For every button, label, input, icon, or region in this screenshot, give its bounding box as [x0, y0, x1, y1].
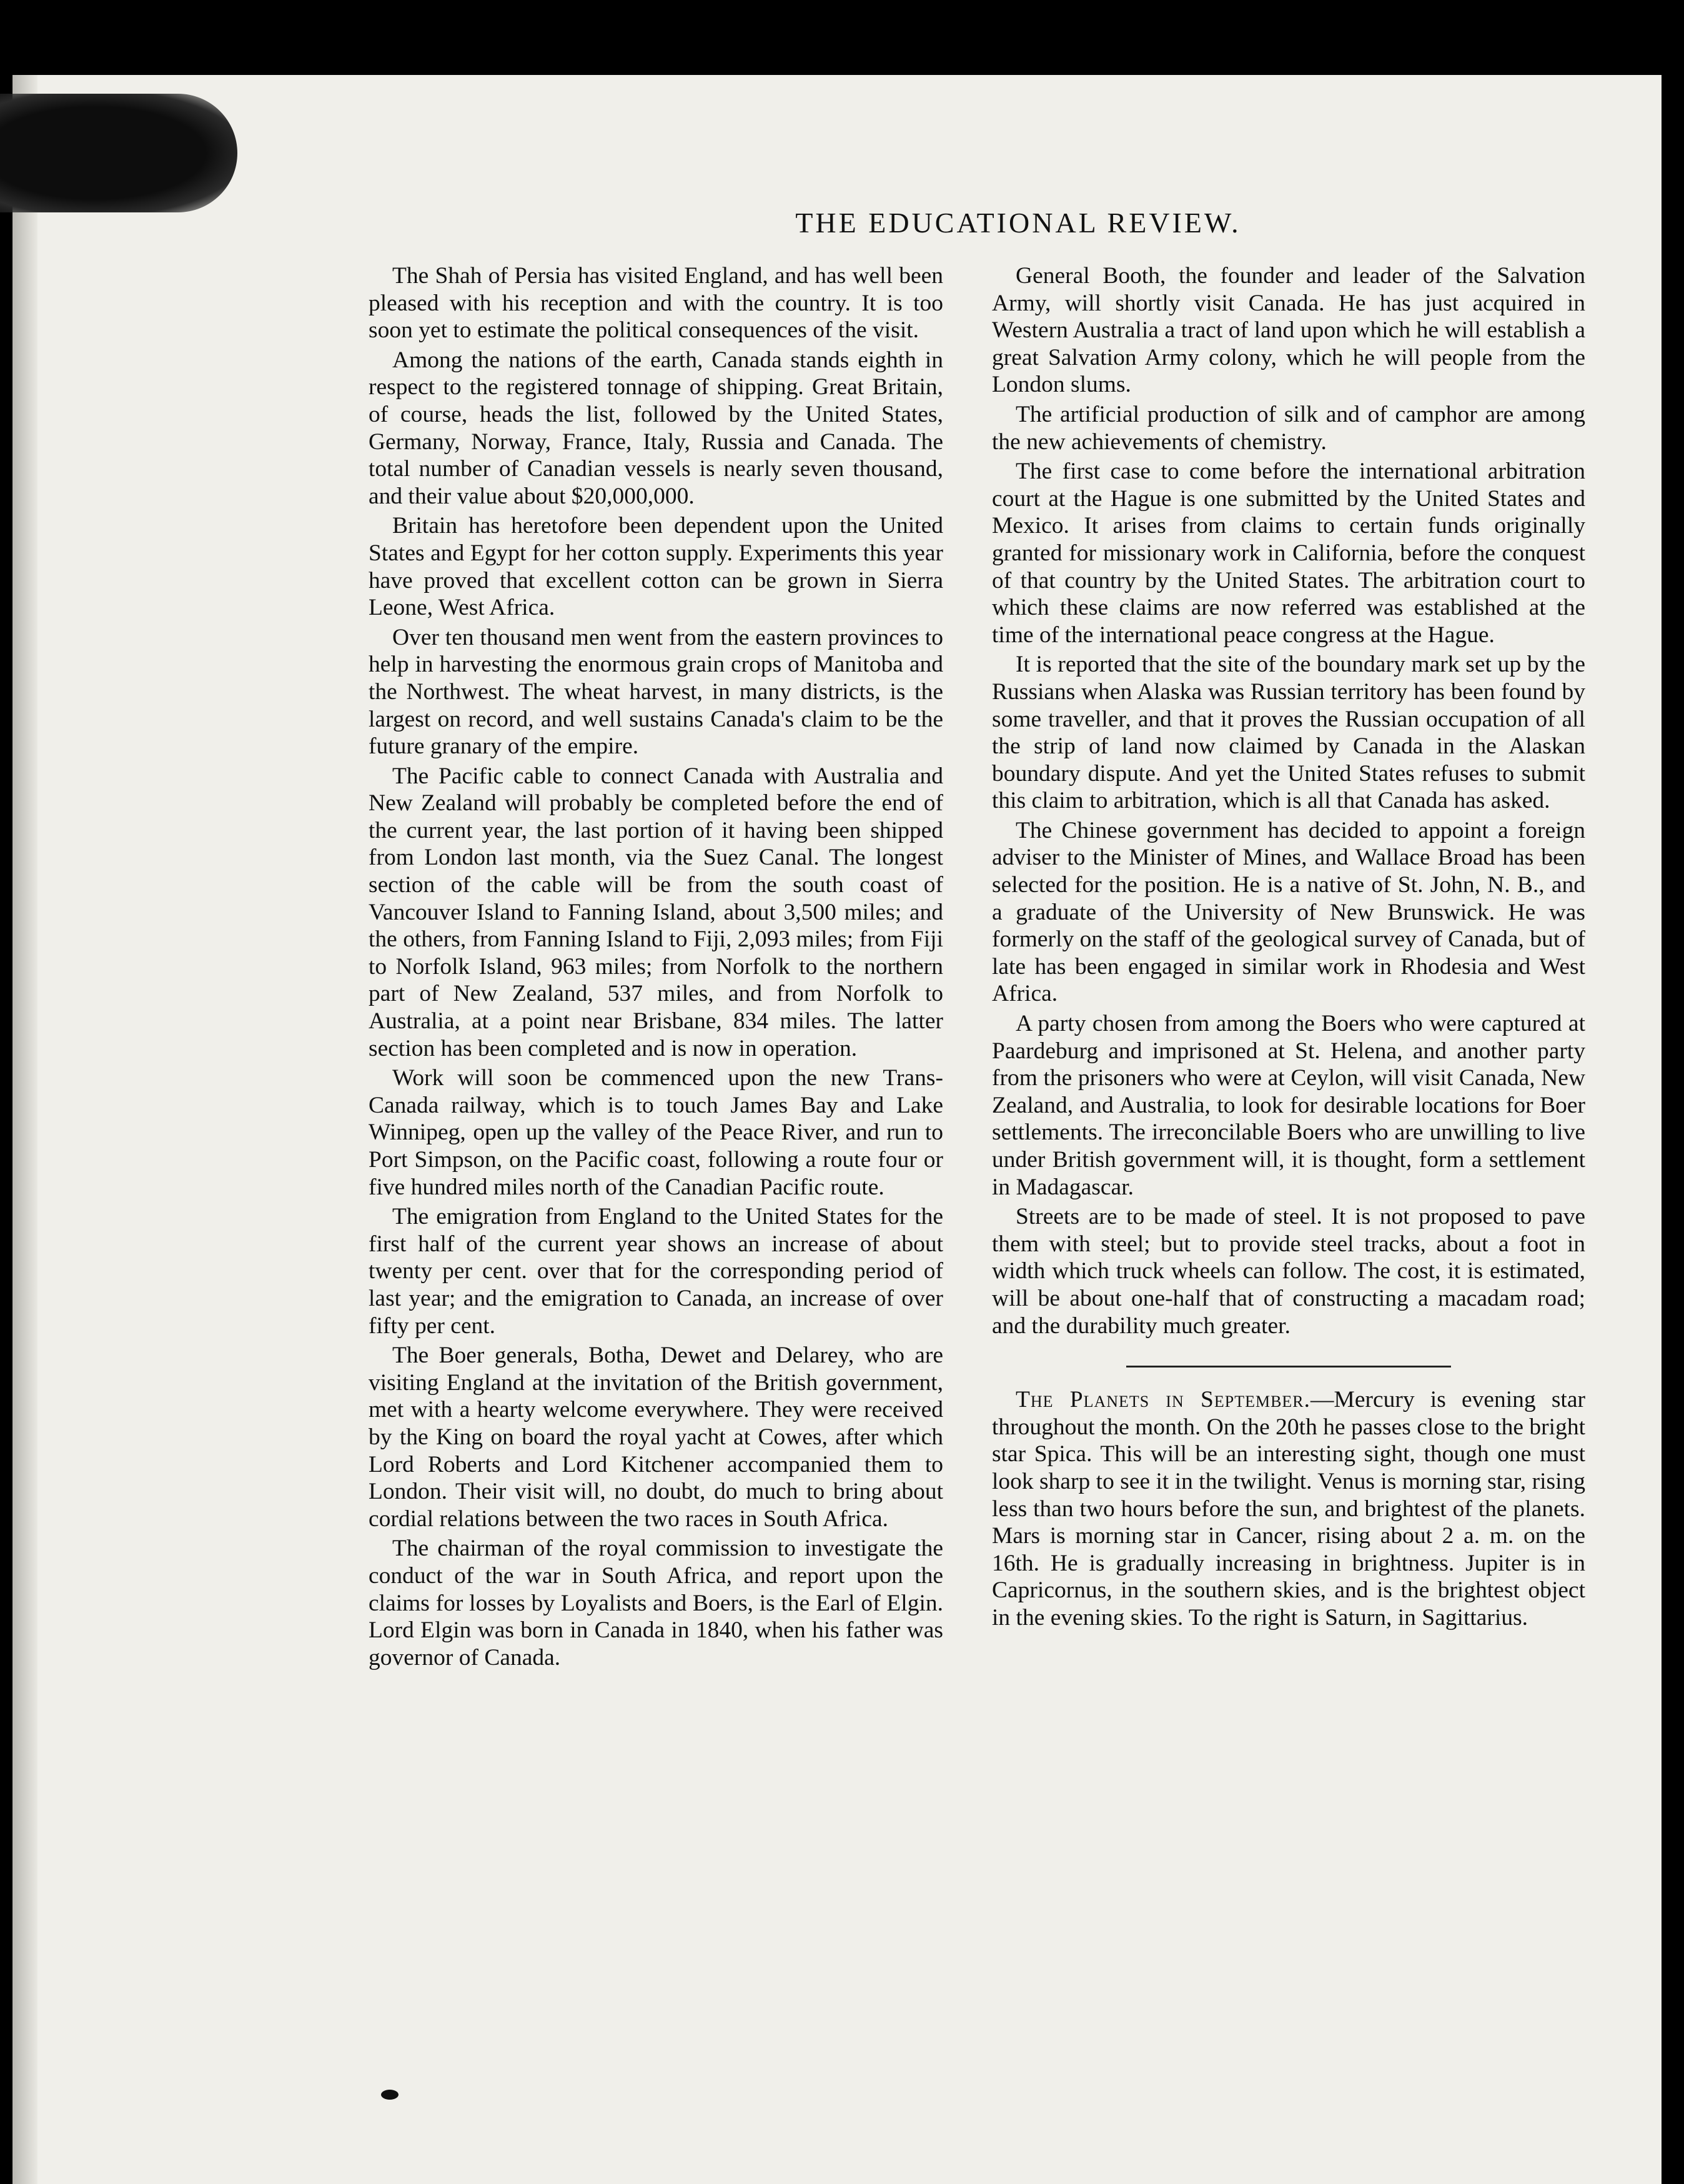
paragraph-silk-camphor: The artificial production of silk and of camphor are among the new achievements of chemistry.: [992, 401, 1585, 455]
binder-clip-shadow: [0, 94, 237, 212]
paragraph-cotton-supply: Britain has heretofore been dependent upon the United States and Egypt for her cotton supply. Experiments this year have proved that excellent cotton can be grown in Sierra Leone, West Africa.: [369, 513, 943, 621]
right-column: [992, 262, 1585, 1634]
ink-blot: [381, 2090, 399, 2100]
paragraph-planets: [992, 1386, 1585, 1631]
planets-heading: The Planets in September.: [1016, 1387, 1311, 1413]
binding-gutter: [12, 75, 37, 2184]
paragraph-pacific-cable: The Pacific cable to connect Canada with Australia and New Zealand will probably be completed before the end of the current year, the last portion of it having been shipped from London last month, via the Suez Canal. The longest section of the cable will be from the south coast of Vancouver Island to Fanning Island, about 3,500 miles; and the others, from Fanning Island to Fiji, 2,093 miles; from Fiji to Norfolk Island, 963 miles; from Norfolk to the northern part of New Zealand, 537 miles, and from Norfolk to Australia, at a point near Brisbane, 834 miles. The latter section has been completed and is now in operation.: [369, 763, 943, 1061]
paragraph-shipping-tonnage: Among the nations of the earth, Canada stands eighth in respect to the registered tonnage of shipping. Great Britain, of course, heads the list, followed by the United States, Germany, Norway, France, Italy, Russia and Canada. The total number of Canadian vessels is nearly seven thousand, and their value about $20,000,000.: [369, 347, 943, 509]
paragraph-shah-of-persia: The Shah of Persia has visited England, and has well been pleased with his reception and with the country. It is too soon yet to estimate the political consequences of the visit.: [369, 263, 943, 344]
paragraph-arbitration-court: The first case to come before the international arbitration court at the Hague is one submitted by the United States and Mexico. It arises from claims to certain funds originally granted for missionary work in California, before the conquest of that country by the United States. The arbitration court to which these claims are now referred was established at the time of the international peace congress at the Hague.: [992, 459, 1585, 648]
scan-shadow-top: [0, 0, 1684, 75]
paragraph-alaska-boundary: It is reported that the site of the boundary mark set up by the Russians when Alaska was Russian territory has been found by some traveller, and that it proves the Russian occupation of all the strip of land now claimed by Canada in the Alaskan boundary dispute. And yet the United States refuses to submit this claim to arbitration, which is all that Canada has asked.: [992, 652, 1585, 814]
paragraph-grain-harvest: Over ten thousand men went from the eastern provinces to help in harvesting the enormous grain crops of Manitoba and the Northwest. The wheat harvest, in many districts, is the largest on record, and well sustains Canada's claim to be the future granary of the empire.: [369, 624, 943, 760]
section-divider: [1126, 1366, 1451, 1367]
left-column: [369, 262, 943, 1674]
paragraph-chinese-government: The Chinese government has decided to appoint a foreign adviser to the Minister of Mines, and Wallace Broad has been selected for the position. He is a native of St. John, N. B., and a graduate of the University of New Brunswick. He was formerly on the staff of the geological survey of Canada, but of late has been engaged in similar work in Rhodesia and West Africa.: [992, 817, 1585, 1007]
paragraph-boer-settlements: A party chosen from among the Boers who were captured at Paardeburg and imprisoned at St. Helena, and another party from the prisoners who were at Ceylon, will visit Canada, New Zealand, and Australia, to look for desirable locations for Boer settlements. The irreconcilable Boers who are unwilling to live under British government will, it is thought, form a settlement in Madagascar.: [992, 1011, 1585, 1200]
paragraph-general-booth: General Booth, the founder and leader of the Salvation Army, will shortly visit Canada. He has just acquired in Western Australia a tract of land upon which he will establish a great Salvation Army colony, which he will people from the London slums.: [992, 263, 1585, 398]
page-header: THE EDUCATIONAL REVIEW.: [795, 207, 1241, 239]
planets-text: —Mercury is evening star throughout the month. On the 20th he passes close to the bright star Spica. This will be an interesting sight, though one must look sharp to see it in the twilight. Venus is morning star, rising less than two hours before the sun, and brightest of the planets. Mars is morning star in Cancer, rising about 2 a. m. on the 16th. He is gradually increasing in brightness. Jupiter is in Capricornus, in the southern skies, and is the brightest object in the evening skies. To the right is Saturn, in Sagittarius.: [992, 1387, 1585, 1631]
paragraph-boer-generals: The Boer generals, Botha, Dewet and Delarey, who are visiting England at the invitation of the British government, met with a hearty welcome everywhere. They were received by the King on board the royal yacht at Cowes, after which Lord Roberts and Lord Kitchener accompanied them to London. Their visit will, no doubt, do much to bring about cordial relations between the two races in South Africa.: [369, 1343, 943, 1532]
paragraph-emigration: The emigration from England to the United States for the first half of the current year shows an increase of about twenty per cent. over that for the corresponding period of last year; and the emigration to Canada, an increase of over fifty per cent.: [369, 1204, 943, 1339]
paragraph-royal-commission: The chairman of the royal commission to investigate the conduct of the war in South Africa, and report upon the claims for losses by Loyalists and Boers, is the Earl of Elgin. Lord Elgin was born in Canada in 1840, when his father was governor of Canada.: [369, 1536, 943, 1670]
paragraph-trans-canada-railway: Work will soon be commenced upon the new Trans-Canada railway, which is to touch James Bay and Lake Winnipeg, open up the valley of the Peace River, and run to Port Simpson, on the Pacific coast, following a route four or five hundred miles north of the Canadian Pacific route.: [369, 1065, 943, 1200]
paragraph-steel-streets: Streets are to be made of steel. It is not proposed to pave them with steel; but to provide steel tracks, about a foot in width which truck wheels can follow. The cost, it is estimated, will be about one-half that of constructing a macadam road; and the durability much greater.: [992, 1204, 1585, 1339]
scan-shadow-right: [1662, 0, 1684, 2184]
